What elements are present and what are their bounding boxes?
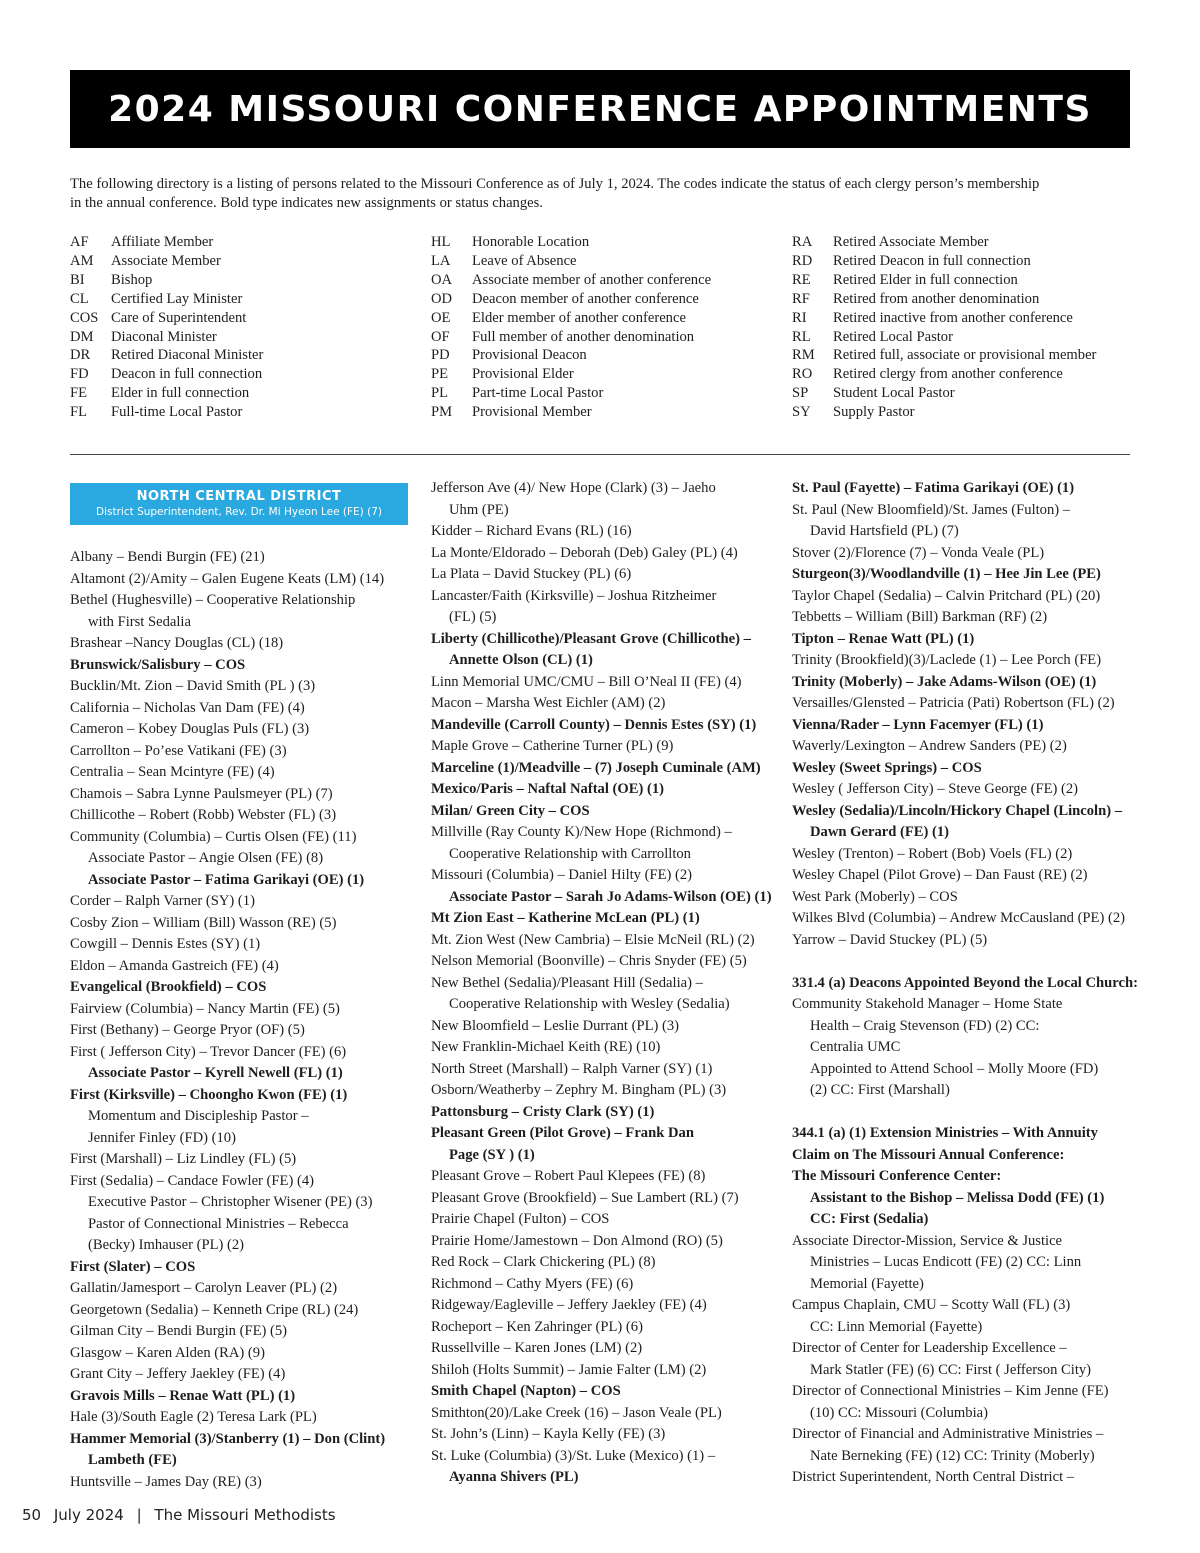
code-abbrev: RL — [792, 328, 811, 345]
code-abbrev: OD — [431, 290, 453, 307]
directory-entry: Trinity (Brookfield)(3)/Laclede (1) – Lee Porch (FE) — [792, 652, 1102, 668]
code-abbrev: PL — [431, 385, 449, 402]
directory-entry: 344.1 (a) (1) Extension Ministries – With Annuity — [792, 1125, 1098, 1141]
code-abbrev: RI — [792, 309, 807, 326]
code-row — [70, 384, 263, 403]
directory-entry: Smithton(20)/Lake Creek (16) – Jason Veale (PL) — [431, 1404, 722, 1421]
directory-entry: Linn Memorial UMC/CMU – Bill O’Neal II (FE) (4) — [431, 673, 742, 690]
directory-entry: Hale (3)/South Eagle (2) Teresa Lark (PL) — [70, 1409, 317, 1425]
code-row — [431, 290, 711, 309]
code-row — [431, 271, 711, 290]
directory-entry: West Park (Moberly) – COS — [792, 888, 958, 905]
directory-entry: Wilkes Blvd (Columbia) – Andrew McCausland (PE) (2) — [792, 910, 1125, 926]
directory-entry: Pleasant Grove (Brookfield) – Sue Lambert (RL) (7) — [431, 1189, 739, 1206]
code-abbrev: FL — [70, 404, 88, 421]
directory-entry: Bucklin/Mt. Zion – David Smith (PL ) (3) — [70, 678, 316, 694]
directory-entry: Appointed to Attend School – Molly Moore (FD) — [810, 1060, 1099, 1077]
directory-entry: Mandeville (Carroll County) – Dennis Estes (SY) (1) — [431, 716, 757, 733]
district-superintendent: District Superintendent, Rev. Dr. Mi Hyeon Lee (FE) (7) — [96, 506, 382, 518]
code-abbrev: OA — [431, 271, 453, 288]
code-abbrev: OF — [431, 328, 450, 345]
codes-legend-col-2 — [431, 233, 711, 422]
directory-entry: Altamont (2)/Amity – Galen Eugene Keats (LM) (14) — [70, 570, 385, 587]
code-row — [792, 233, 1096, 252]
code-description: Provisional Deacon — [472, 347, 587, 364]
page-title: 2024 MISSOURI CONFERENCE APPOINTMENTS — [108, 88, 1092, 130]
code-row — [792, 365, 1096, 384]
code-abbrev: RO — [792, 366, 813, 383]
directory-entry: Pleasant Green (Pilot Grove) – Frank Dan — [431, 1125, 694, 1141]
directory-entry: California – Nicholas Van Dam (FE) (4) — [70, 699, 305, 716]
directory-entry: Cooperative Relationship with Wesley (Sedalia) — [449, 996, 730, 1012]
directory-entry: Grant City – Jeffery Jaekley (FE) (4) — [70, 1366, 286, 1382]
code-row — [792, 328, 1096, 347]
code-description: Honorable Location — [472, 234, 590, 250]
code-abbrev: RA — [792, 234, 813, 250]
directory-entry: First (Slater) – COS — [70, 1258, 196, 1275]
directory-entry: New Franklin-Michael Keith (RE) (10) — [431, 1039, 661, 1055]
directory-entry: 331.4 (a) Deacons Appointed Beyond the Local Church: — [792, 974, 1138, 991]
directory-entry: First (Bethany) – George Pryor (OF) (5) — [70, 1022, 305, 1038]
code-description: Associate Member — [111, 252, 221, 269]
code-row — [792, 309, 1096, 328]
directory-entry: Huntsville – James Day (RE) (3) — [70, 1473, 262, 1490]
intro-line-1: The following directory is a listing of persons related to the Missouri Conference as of July 1, 2024. The codes indicate the status of each clergy person’s membership — [70, 176, 1040, 192]
code-description: Retired Associate Member — [833, 234, 989, 250]
directory-entry: Director of Center for Leadership Excellence – — [792, 1340, 1067, 1356]
code-description: Retired inactive from another conference — [833, 309, 1073, 326]
code-row — [431, 346, 711, 365]
code-description: Leave of Absence — [472, 252, 577, 269]
directory-entry: St. Luke (Columbia) (3)/St. Luke (Mexico) (1) – — [431, 1447, 716, 1464]
code-abbrev: SP — [792, 385, 809, 402]
directory-entry: CC: Linn Memorial (Fayette) — [810, 1318, 983, 1335]
directory-entry: New Bethel (Sedalia)/Pleasant Hill (Sedalia) – — [431, 974, 703, 991]
code-description: Retired Diaconal Minister — [111, 347, 264, 364]
directory-entry: Gilman City – Bendi Burgin (FE) (5) — [70, 1323, 288, 1339]
directory-entry: Campus Chaplain, CMU – Scotty Wall (FL) (3) — [792, 1297, 1071, 1313]
directory-entry: Associate Pastor – Angie Olsen (FE) (8) — [88, 850, 324, 866]
code-abbrev: PE — [431, 366, 449, 383]
code-row — [70, 403, 263, 422]
directory-entry: Momentum and Discipleship Pastor – — [88, 1108, 309, 1124]
directory-entry: Brunswick/Salisbury – COS — [70, 656, 246, 673]
code-row — [792, 384, 1096, 403]
directory-entry: Fairview (Columbia) – Nancy Martin (FE) (5) — [70, 1000, 340, 1017]
directory-entry: Jennifer Finley (FD) (10) — [88, 1129, 236, 1146]
code-abbrev: DR — [70, 347, 91, 364]
directory-entry: Associate Pastor – Kyrell Newell (FL) (1) — [88, 1065, 343, 1081]
directory-entry: Corder – Ralph Varner (SY) (1) — [70, 893, 255, 909]
codes-legend-col-1 — [70, 233, 263, 422]
issue-date: July 2024 — [53, 1506, 124, 1524]
code-description: Associate member of another conference — [472, 271, 712, 288]
directory-entry: Claim on The Missouri Annual Conference: — [792, 1146, 1065, 1163]
directory-entry: Pattonsburg – Cristy Clark (SY) (1) — [431, 1103, 655, 1120]
directory-entry: Ministries – Lucas Endicott (FE) (2) CC: Linn — [810, 1254, 1082, 1270]
code-row — [70, 365, 263, 384]
intro-paragraph — [70, 175, 1130, 213]
code-row — [792, 290, 1096, 309]
code-description: Deacon in full connection — [111, 366, 263, 383]
directory-column-2 — [431, 478, 772, 1489]
directory-entry: Trinity (Moberly) – Jake Adams-Wilson (OE) (1) — [792, 673, 1097, 690]
code-description: Supply Pastor — [833, 404, 915, 421]
code-description: Retired Elder in full connection — [833, 271, 1018, 288]
directory-entry: Smith Chapel (Napton) – COS — [431, 1383, 621, 1399]
directory-entry: Lancaster/Faith (Kirksville) – Joshua Ritzheimer — [431, 587, 717, 604]
directory-entry: First (Kirksville) – Choongho Kwon (FE) (1) — [70, 1086, 348, 1103]
directory-entry: St. John’s (Linn) – Kayla Kelly (FE) (3) — [431, 1426, 666, 1442]
code-row — [70, 271, 263, 290]
directory-entry: Maple Grove – Catherine Turner (PL) (9) — [431, 738, 674, 754]
code-row — [70, 233, 263, 252]
page-number: 50 — [22, 1506, 42, 1524]
directory-entry: Dawn Gerard (FE) (1) — [810, 824, 950, 840]
directory-entry: Gallatin/Jamesport – Carolyn Leaver (PL) (2) — [70, 1280, 338, 1296]
directory-entry: La Monte/Eldorado – Deborah (Deb) Galey (PL) (4) — [431, 544, 738, 561]
directory-entry: Brashear –Nancy Douglas (CL) (18) — [70, 635, 284, 651]
directory-entry: First (Marshall) – Liz Lindley (FL) (5) — [70, 1151, 297, 1167]
directory-entry: Hammer Memorial (3)/Stanberry (1) – Don (Clint) — [70, 1430, 386, 1447]
code-row — [792, 271, 1096, 290]
code-abbrev: FD — [70, 366, 89, 383]
directory-entry: Liberty (Chillicothe)/Pleasant Grove (Chillicothe) – — [431, 630, 751, 647]
code-description: Certified Lay Minister — [111, 290, 243, 307]
directory-entry: Community Stakehold Manager – Home State — [792, 996, 1063, 1012]
directory-entry: Waverly/Lexington – Andrew Sanders (PE) (2) — [792, 738, 1067, 754]
footer-separator: | — [136, 1506, 142, 1524]
directory-entry: Kidder – Richard Evans (RL) (16) — [431, 523, 632, 539]
directory-entry: Macon – Marsha West Eichler (AM) (2) — [431, 695, 666, 711]
code-row — [70, 346, 263, 365]
directory-entry: Associate Director-Mission, Service & Justice — [792, 1232, 1063, 1249]
directory-entry: Wesley (Trenton) – Robert (Bob) Voels (FL) (2) — [792, 845, 1073, 862]
directory-entry: Mt. Zion West (New Cambria) – Elsie McNeil (RL) (2) — [431, 931, 755, 948]
directory-entry: (2) CC: First (Marshall) — [810, 1082, 950, 1098]
code-description: Full member of another denomination — [472, 328, 695, 345]
directory-entry: Nelson Memorial (Boonville) – Chris Snyder (FE) (5) — [431, 953, 747, 969]
directory-entry: Evangelical (Brookfield) – COS — [70, 979, 267, 995]
code-row — [431, 328, 711, 347]
directory-entry: Pastor of Connectional Ministries – Rebecca — [88, 1215, 349, 1232]
directory-entry: La Plata – David Stuckey (PL) (6) — [431, 566, 632, 582]
directory-entry: Director of Financial and Administrative Ministries – — [792, 1426, 1104, 1442]
directory-entry: Missouri (Columbia) – Daniel Hilty (FE) (2) — [431, 867, 693, 883]
code-description: Retired full, associate or provisional member — [833, 347, 1097, 364]
district-name: NORTH CENTRAL DISTRICT — [136, 489, 342, 504]
code-row — [70, 328, 263, 347]
code-row — [70, 252, 263, 271]
directory-entry: Chillicothe – Robert (Robb) Webster (FL) (3) — [70, 807, 337, 823]
directory-entry: Chamois – Sabra Lynne Paulsmeyer (PL) (7) — [70, 785, 333, 802]
directory-entry: Assistant to the Bishop – Melissa Dodd (FE) (1) — [810, 1189, 1105, 1206]
directory-entry: Associate Pastor – Fatima Garikayi (OE) (1) — [88, 871, 365, 888]
directory-entry: Page (SY ) (1) — [449, 1146, 535, 1163]
directory-entry: Community (Columbia) – Curtis Olsen (FE) (11) — [70, 828, 357, 845]
directory-entry: Cowgill – Dennis Estes (SY) (1) — [70, 936, 261, 952]
code-description: Full-time Local Pastor — [111, 404, 243, 421]
directory-entry: Mexico/Paris – Naftal Naftal (OE) (1) — [431, 781, 665, 797]
code-description: Part-time Local Pastor — [472, 385, 604, 402]
directory-entry: CC: First (Sedalia) — [810, 1211, 929, 1227]
directory-entry: Shiloh (Holts Summit) – Jamie Falter (LM) (2) — [431, 1361, 707, 1378]
directory-entry: Millville (Ray County K)/New Hope (Richmond) – — [431, 824, 732, 840]
code-row — [70, 290, 263, 309]
code-abbrev: PM — [431, 404, 453, 421]
directory-entry: with First Sedalia — [88, 613, 191, 630]
directory-entry: Pleasant Grove – Robert Paul Klepees (FE) (8) — [431, 1168, 706, 1184]
directory-entry: North Street (Marshall) – Ralph Varner (SY) (1) — [431, 1060, 713, 1077]
code-abbrev: AF — [70, 234, 89, 250]
code-description: Student Local Pastor — [833, 385, 955, 402]
directory-entry: Director of Connectional Ministries – Kim Jenne (FE) — [792, 1383, 1109, 1399]
code-description: Retired Deacon in full connection — [833, 252, 1031, 269]
code-description: Provisional Elder — [472, 366, 574, 383]
directory-entry: Health – Craig Stevenson (FD) (2) CC: — [810, 1017, 1040, 1034]
directory-entry: David Hartsfield (PL) (7) — [810, 523, 959, 539]
directory-entry: First ( Jefferson City) – Trevor Dancer (FE) (6) — [70, 1043, 347, 1060]
code-description: Retired Local Pastor — [833, 328, 953, 345]
code-row — [792, 346, 1096, 365]
directory-entry: The Missouri Conference Center: — [792, 1168, 1002, 1184]
directory-entry: Georgetown (Sedalia) – Kenneth Cripe (RL) (24) — [70, 1301, 359, 1318]
directory-entry: Ridgeway/Eagleville – Jeffery Jaekley (FE) (4) — [431, 1297, 707, 1313]
directory-entry: Gravois Mills – Renae Watt (PL) (1) — [70, 1387, 296, 1404]
directory-entry: Prairie Home/Jamestown – Don Almond (RO) (5) — [431, 1232, 723, 1249]
code-row — [431, 384, 711, 403]
district-header — [70, 483, 408, 525]
code-description: Retired from another denomination — [833, 290, 1040, 307]
directory-entry: District Superintendent, North Central District – — [792, 1469, 1075, 1485]
code-abbrev: BI — [70, 271, 85, 288]
directory-entry: Eldon – Amanda Gastreich (FE) (4) — [70, 957, 279, 974]
code-abbrev: OE — [431, 309, 451, 326]
code-description: Deacon member of another conference — [472, 290, 699, 307]
code-description: Bishop — [111, 271, 153, 288]
directory-entry: Cosby Zion – William (Bill) Wasson (RE) (5) — [70, 914, 337, 931]
directory-entry: Vienna/Rader – Lynn Facemyer (FL) (1) — [792, 716, 1044, 733]
directory-entry: Annette Olson (CL) (1) — [449, 652, 593, 668]
code-abbrev: SY — [792, 404, 811, 421]
directory-entry: Cameron – Kobey Douglas Puls (FL) (3) — [70, 721, 310, 737]
code-description: Care of Superintendent — [111, 309, 247, 326]
code-description: Provisional Member — [472, 404, 592, 421]
code-row — [431, 309, 711, 328]
directory-entry: Mark Statler (FE) (6) CC: First ( Jefferson City) — [810, 1361, 1092, 1378]
code-abbrev: RM — [792, 347, 815, 364]
intro-line-2: in the annual conference. Bold type indicates new assignments or status changes. — [70, 195, 543, 211]
directory-entry: Uhm (PE) — [449, 501, 509, 518]
directory-entry: Red Rock – Clark Chickering (PL) (8) — [431, 1254, 656, 1270]
directory-entry: Versailles/Glensted – Patricia (Pati) Robertson (FL) (2) — [792, 695, 1115, 711]
directory-entry: Marceline (1)/Meadville – (7) Joseph Cuminale (AM) — [431, 759, 761, 776]
directory-entry: Wesley ( Jefferson City) – Steve George (FE) (2) — [792, 781, 1079, 797]
directory-entry: Lambeth (FE) — [88, 1452, 177, 1468]
code-description: Affiliate Member — [111, 234, 214, 250]
directory-entry: Osborn/Weatherby – Zephry M. Bingham (PL) (3) — [431, 1082, 727, 1098]
code-row — [431, 252, 711, 271]
directory-entry: Ayanna Shivers (PL) — [449, 1469, 579, 1485]
directory-entry: Wesley (Sweet Springs) – COS — [792, 759, 982, 776]
code-abbrev: RE — [792, 271, 811, 288]
directory-entry: (Becky) Imhauser (PL) (2) — [88, 1237, 245, 1253]
directory-entry: Albany – Bendi Burgin (FE) (21) — [70, 549, 265, 565]
code-row — [792, 403, 1096, 422]
code-abbrev: AM — [70, 252, 94, 269]
directory-entry: New Bloomfield – Leslie Durrant (PL) (3) — [431, 1017, 680, 1034]
directory-entry: Associate Pastor – Sarah Jo Adams-Wilson (OE) (1) — [449, 888, 772, 905]
directory-entry: Memorial (Fayette) — [810, 1275, 924, 1292]
code-description: Elder member of another conference — [472, 309, 686, 326]
code-description: Elder in full connection — [111, 385, 250, 402]
directory-entry: (10) CC: Missouri (Columbia) — [810, 1404, 988, 1421]
code-abbrev: DM — [70, 328, 94, 345]
code-abbrev: RF — [792, 290, 810, 307]
section-divider — [70, 454, 1130, 455]
directory-entry: Glasgow – Karen Alden (RA) (9) — [70, 1344, 265, 1361]
directory-entry: Prairie Chapel (Fulton) – COS — [431, 1211, 610, 1227]
codes-legend-col-3 — [792, 233, 1096, 422]
directory-entry: Richmond – Cathy Myers (FE) (6) — [431, 1275, 634, 1292]
code-row — [431, 365, 711, 384]
code-abbrev: CL — [70, 290, 89, 307]
code-abbrev: LA — [431, 252, 451, 269]
directory-entry: Russellville – Karen Jones (LM) (2) — [431, 1340, 643, 1356]
code-abbrev: COS — [70, 309, 99, 326]
directory-entry: Centralia – Sean Mcintyre (FE) (4) — [70, 764, 275, 780]
directory-entry: Sturgeon(3)/Woodlandville (1) – Hee Jin Lee (PE) — [792, 566, 1101, 582]
directory-entry: Stover (2)/Florence (7) – Vonda Veale (PL) — [792, 544, 1045, 561]
directory-entry: Mt Zion East – Katherine McLean (PL) (1) — [431, 910, 700, 926]
directory-entry: Jefferson Ave (4)/ New Hope (Clark) (3) – Jaeho — [431, 480, 716, 496]
directory-entry: Taylor Chapel (Sedalia) – Calvin Pritchard (PL) (20) — [792, 587, 1101, 604]
directory-entry: Milan/ Green City – COS — [431, 802, 590, 819]
directory-entry: First (Sedalia) – Candace Fowler (FE) (4) — [70, 1172, 314, 1189]
directory-entry: Bethel (Hughesville) – Cooperative Relationship — [70, 592, 356, 608]
directory-entry: (FL) (5) — [449, 609, 497, 625]
code-abbrev: RD — [792, 252, 813, 269]
code-row — [431, 403, 711, 422]
directory-entry: Centralia UMC — [810, 1039, 901, 1055]
directory-entry: Wesley Chapel (Pilot Grove) – Dan Faust (RE) (2) — [792, 867, 1088, 883]
directory-entry: St. Paul (New Bloomfield)/St. James (Fulton) – — [792, 501, 1071, 518]
directory-entry: Rocheport – Ken Zahringer (PL) (6) — [431, 1318, 643, 1335]
title-banner — [70, 70, 1130, 148]
directory-column-3 — [792, 478, 1138, 1489]
directory-entry: Tebbetts – William (Bill) Barkman (RF) (2) — [792, 609, 1048, 625]
code-row — [431, 233, 711, 252]
directory-column-1 — [70, 480, 408, 1493]
code-abbrev: PD — [431, 347, 450, 364]
code-description: Retired clergy from another conference — [833, 366, 1063, 383]
publication-name: The Missouri Methodists — [154, 1506, 336, 1524]
code-row — [792, 252, 1096, 271]
directory-entry: Nate Berneking (FE) (12) CC: Trinity (Moberly) — [810, 1447, 1095, 1464]
code-abbrev: HL — [431, 234, 451, 250]
directory-entry: Executive Pastor – Christopher Wisener (PE) (3) — [88, 1194, 373, 1210]
directory-entry: Tipton – Renae Watt (PL) (1) — [792, 630, 975, 647]
page-footer — [22, 1506, 344, 1524]
directory-entry: St. Paul (Fayette) – Fatima Garikayi (OE) (1) — [792, 480, 1075, 496]
code-description: Diaconal Minister — [111, 328, 217, 345]
directory-entry: Cooperative Relationship with Carrollton — [449, 845, 691, 862]
directory-entry: Wesley (Sedalia)/Lincoln/Hickory Chapel (Lincoln) – — [792, 802, 1122, 819]
code-row — [70, 309, 263, 328]
directory-entry: Carrollton – Po’ese Vatikani (FE) (3) — [70, 742, 287, 759]
code-abbrev: FE — [70, 385, 88, 402]
directory-entry: Yarrow – David Stuckey (PL) (5) — [792, 931, 988, 948]
